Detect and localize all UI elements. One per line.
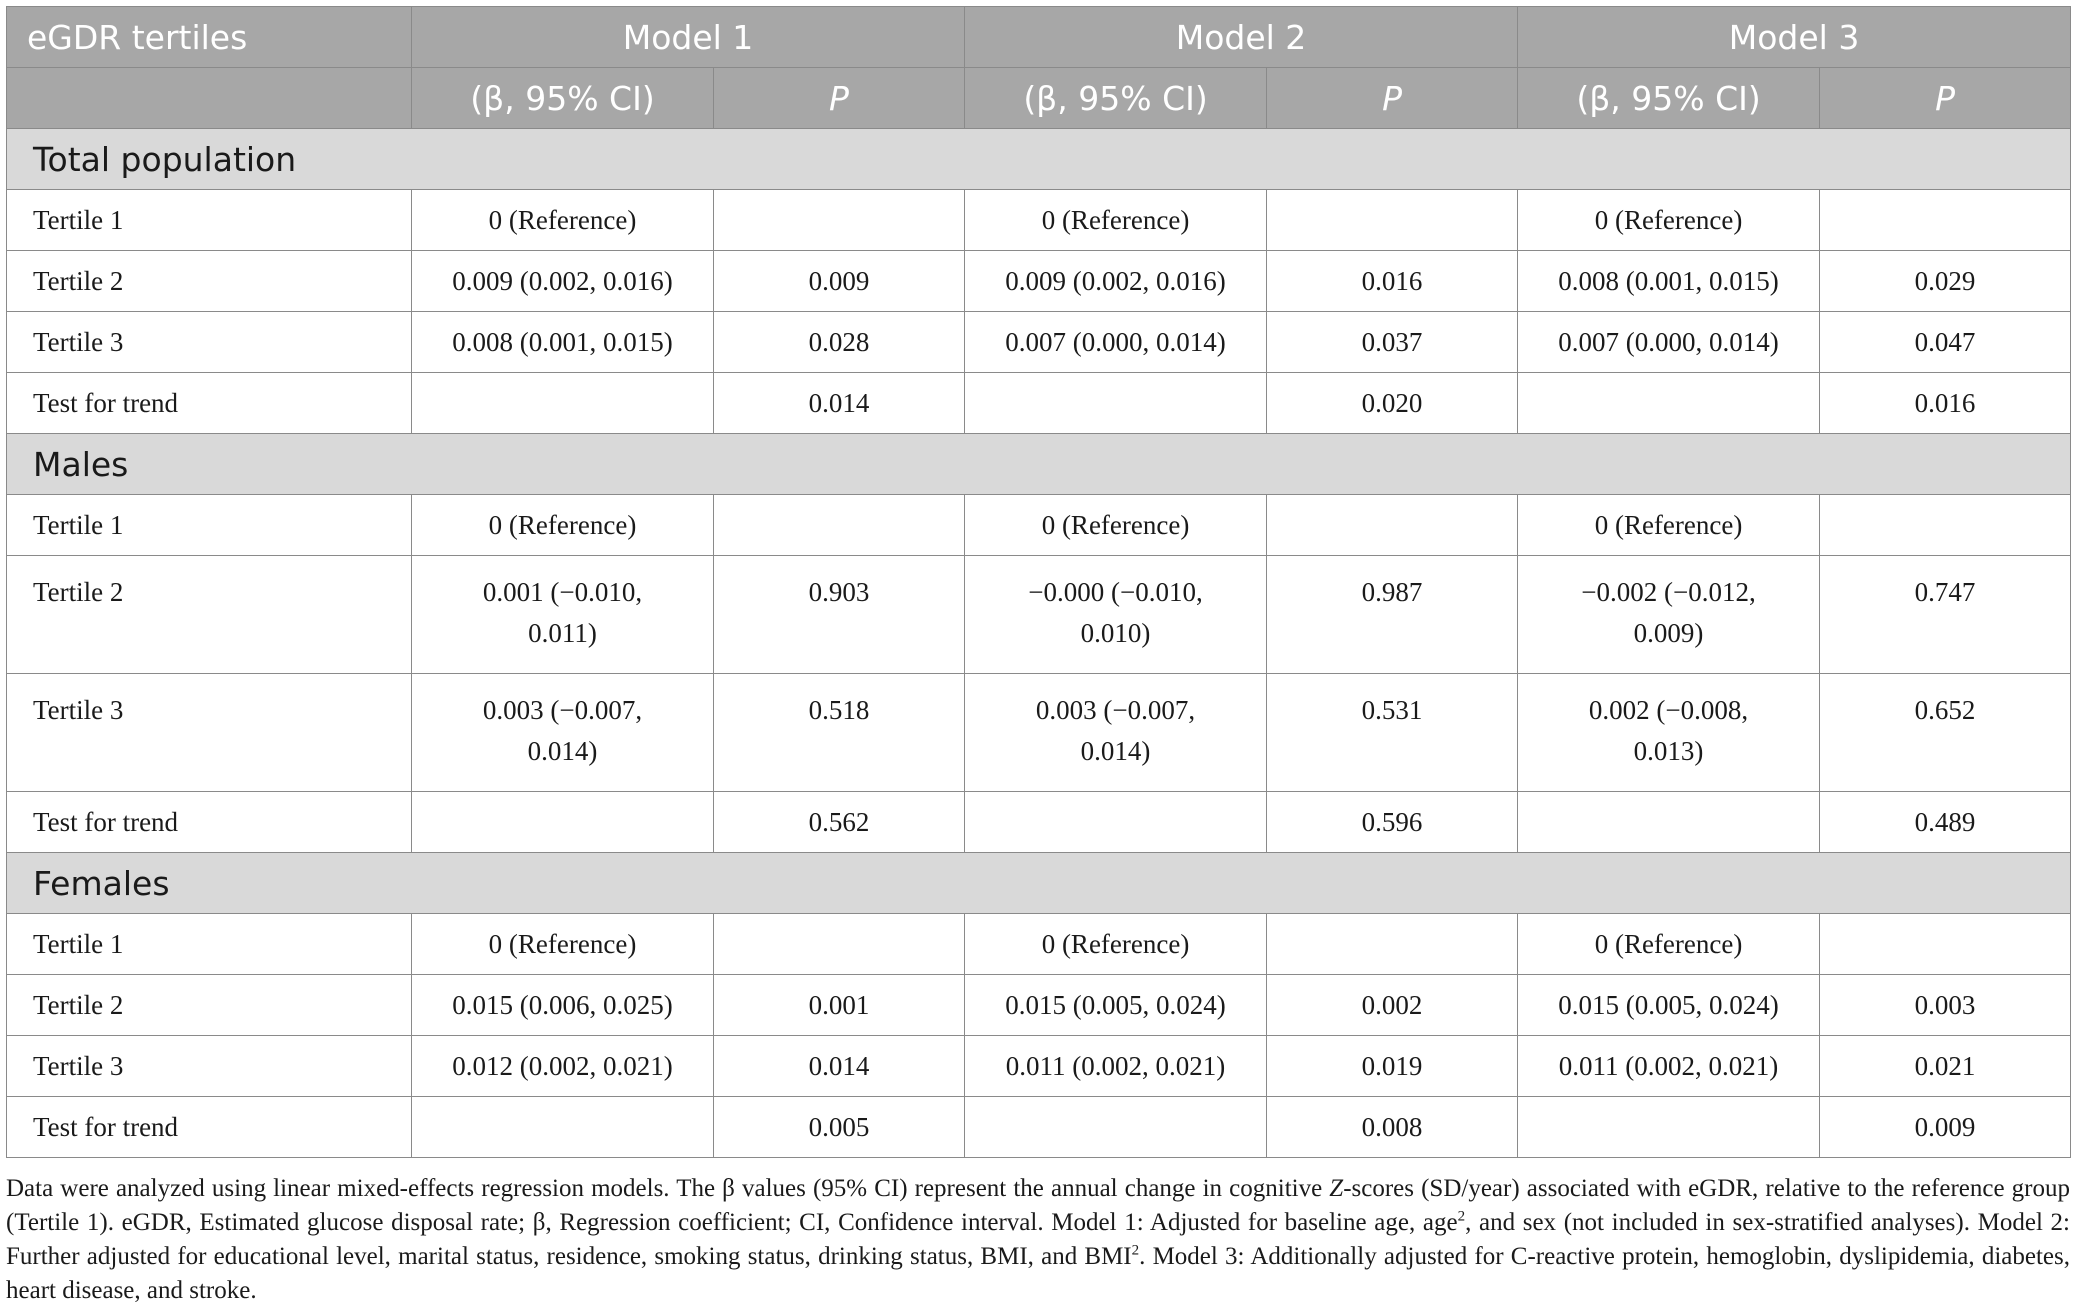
section-title: Females: [7, 853, 2071, 914]
cell-beta-model-2: 0 (Reference): [965, 914, 1267, 975]
cell-beta-model-3: 0.002 (−0.008, 0.013): [1518, 674, 1820, 792]
section-row: [7, 129, 2071, 190]
cell-beta-model-3: −0.002 (−0.012, 0.009): [1518, 556, 1820, 674]
cell-beta-model-3: 0 (Reference): [1518, 914, 1820, 975]
cell-p-model-1: 0.028: [714, 312, 965, 373]
cell-beta-model-2: 0.009 (0.002, 0.016): [965, 251, 1267, 312]
cell-beta-model-3: 0.015 (0.005, 0.024): [1518, 975, 1820, 1036]
cell-beta-model-1: [412, 1097, 714, 1158]
section-row: [7, 853, 2071, 914]
cell-p-model-3: 0.652: [1820, 674, 2071, 792]
table-row: [7, 914, 2071, 975]
cell-p-model-2: 0.019: [1267, 1036, 1518, 1097]
cell-beta-model-3: [1518, 373, 1820, 434]
cell-beta-model-2: 0.003 (−0.007, 0.014): [965, 674, 1267, 792]
cell-p-model-3: 0.021: [1820, 1036, 2071, 1097]
cell-p-model-2: 0.020: [1267, 373, 1518, 434]
header-model-2: Model 2: [965, 7, 1518, 68]
cell-p-model-2: 0.531: [1267, 674, 1518, 792]
cell-p-model-2: 0.008: [1267, 1097, 1518, 1158]
cell-p-model-3: 0.747: [1820, 556, 2071, 674]
header-beta-1: (β, 95% CI): [412, 68, 714, 129]
table-row: [7, 190, 2071, 251]
cell-beta-model-2: 0.007 (0.000, 0.014): [965, 312, 1267, 373]
cell-p-model-1: 0.009: [714, 251, 965, 312]
cell-beta-model-2: 0.011 (0.002, 0.021): [965, 1036, 1267, 1097]
footnote-part-4: . Model 3: Additionally adjusted for C-reactive protein, hemoglobin, dyslipidemia, diabetes, heart disease, and stroke.: [6, 1243, 2070, 1304]
row-label: Tertile 1: [7, 495, 412, 556]
cell-beta-model-3: 0.007 (0.000, 0.014): [1518, 312, 1820, 373]
cell-p-model-2: 0.596: [1267, 792, 1518, 853]
row-label: Test for trend: [7, 373, 412, 434]
cell-p-model-3: 0.047: [1820, 312, 2071, 373]
header-p-3: P: [1820, 68, 2071, 129]
cell-beta-model-2: [965, 792, 1267, 853]
row-label: Test for trend: [7, 1097, 412, 1158]
row-label: Tertile 2: [7, 975, 412, 1036]
cell-p-model-3: [1820, 495, 2071, 556]
cell-p-model-3: [1820, 914, 2071, 975]
cell-beta-model-1: 0 (Reference): [412, 914, 714, 975]
section-row: [7, 434, 2071, 495]
footnote-part-2: -scores (SD/year) associated with eGDR, relative to the reference group (Tertile 1). eGDR, Estimated glucose disposal rate; β, Regression coefficient; CI, Confidence interval. Model 1: Adjusted for baseline age, age: [6, 1175, 2071, 1236]
header-beta-3: (β, 95% CI): [1518, 68, 1820, 129]
cell-p-model-1: [714, 495, 965, 556]
cell-p-model-1: [714, 190, 965, 251]
table-row: [7, 251, 2071, 312]
cell-p-model-3: 0.003: [1820, 975, 2071, 1036]
table-row: [7, 1036, 2071, 1097]
row-label: Tertile 3: [7, 312, 412, 373]
table-body: [7, 129, 2071, 1158]
cell-p-model-1: 0.562: [714, 792, 965, 853]
cell-beta-model-1: 0.009 (0.002, 0.016): [412, 251, 714, 312]
cell-beta-model-2: [965, 373, 1267, 434]
row-label: Tertile 3: [7, 674, 412, 792]
row-label: Tertile 1: [7, 914, 412, 975]
cell-p-model-2: [1267, 914, 1518, 975]
header-empty: [7, 68, 412, 129]
header-model-3: Model 3: [1518, 7, 2071, 68]
table-row: [7, 1097, 2071, 1158]
header-row-stats: [7, 68, 2071, 129]
cell-p-model-2: [1267, 190, 1518, 251]
header-model-1: Model 1: [412, 7, 965, 68]
table-row: [7, 312, 2071, 373]
cell-beta-model-2: [965, 1097, 1267, 1158]
header-egdr-tertiles: eGDR tertiles: [7, 7, 412, 68]
table-row: [7, 373, 2071, 434]
cell-beta-model-1: 0.012 (0.002, 0.021): [412, 1036, 714, 1097]
cell-beta-model-2: 0 (Reference): [965, 190, 1267, 251]
footnote-part-1: Data were analyzed using linear mixed-effects regression models. The β values (95% CI) represent the annual change in cognitive: [6, 1175, 1330, 1202]
cell-p-model-3: 0.029: [1820, 251, 2071, 312]
header-beta-2: (β, 95% CI): [965, 68, 1267, 129]
row-label: Tertile 1: [7, 190, 412, 251]
cell-p-model-3: [1820, 190, 2071, 251]
cell-p-model-1: 0.903: [714, 556, 965, 674]
cell-beta-model-3: [1518, 1097, 1820, 1158]
footnote-sup-1: 2: [1457, 1208, 1466, 1225]
cell-beta-model-1: 0 (Reference): [412, 190, 714, 251]
cell-beta-model-3: 0.011 (0.002, 0.021): [1518, 1036, 1820, 1097]
cell-beta-model-3: 0.008 (0.001, 0.015): [1518, 251, 1820, 312]
cell-p-model-1: 0.014: [714, 1036, 965, 1097]
cell-beta-model-1: 0 (Reference): [412, 495, 714, 556]
footnote-sup-2: 2: [1131, 1242, 1140, 1259]
cell-p-model-2: [1267, 495, 1518, 556]
cell-beta-model-1: [412, 792, 714, 853]
table-footnote: [6, 1172, 2070, 1308]
row-label: Test for trend: [7, 792, 412, 853]
cell-beta-model-1: 0.001 (−0.010, 0.011): [412, 556, 714, 674]
cell-beta-model-1: 0.015 (0.006, 0.025): [412, 975, 714, 1036]
cell-p-model-1: 0.518: [714, 674, 965, 792]
table-container: [6, 6, 2070, 1308]
cell-p-model-3: 0.016: [1820, 373, 2071, 434]
cell-beta-model-1: [412, 373, 714, 434]
row-label: Tertile 3: [7, 1036, 412, 1097]
footnote-part-3: , and sex (not included in sex-stratified analyses). Model 2: Further adjusted for educational level, marital status, residence, smoking status, drinking status, BMI, and BMI: [6, 1209, 2071, 1270]
row-label: Tertile 2: [7, 556, 412, 674]
table-row: [7, 975, 2071, 1036]
cell-beta-model-2: −0.000 (−0.010, 0.010): [965, 556, 1267, 674]
cell-beta-model-3: 0 (Reference): [1518, 495, 1820, 556]
cell-beta-model-1: 0.008 (0.001, 0.015): [412, 312, 714, 373]
table-row: [7, 674, 2071, 792]
cell-p-model-2: 0.987: [1267, 556, 1518, 674]
cell-p-model-2: 0.002: [1267, 975, 1518, 1036]
cell-p-model-2: 0.016: [1267, 251, 1518, 312]
footnote-z: Z: [1329, 1175, 1344, 1202]
cell-beta-model-1: 0.003 (−0.007, 0.014): [412, 674, 714, 792]
header-row-models: [7, 7, 2071, 68]
cell-beta-model-3: [1518, 792, 1820, 853]
row-label: Tertile 2: [7, 251, 412, 312]
section-title: Males: [7, 434, 2071, 495]
cell-p-model-1: [714, 914, 965, 975]
table-row: [7, 495, 2071, 556]
cell-p-model-2: 0.037: [1267, 312, 1518, 373]
results-table: [6, 6, 2071, 1158]
section-title: Total population: [7, 129, 2071, 190]
cell-p-model-3: 0.489: [1820, 792, 2071, 853]
table-row: [7, 792, 2071, 853]
header-p-2: P: [1267, 68, 1518, 129]
cell-beta-model-2: 0.015 (0.005, 0.024): [965, 975, 1267, 1036]
cell-p-model-3: 0.009: [1820, 1097, 2071, 1158]
header-p-1: P: [714, 68, 965, 129]
cell-p-model-1: 0.014: [714, 373, 965, 434]
cell-p-model-1: 0.005: [714, 1097, 965, 1158]
table-row: [7, 556, 2071, 674]
cell-beta-model-2: 0 (Reference): [965, 495, 1267, 556]
cell-beta-model-3: 0 (Reference): [1518, 190, 1820, 251]
cell-p-model-1: 0.001: [714, 975, 965, 1036]
